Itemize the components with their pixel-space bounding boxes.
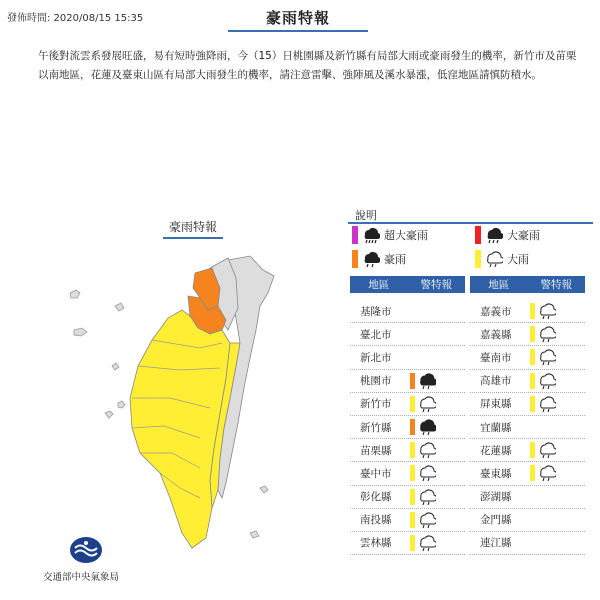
table-row [350,509,465,532]
legend-label: 大豪雨 [507,229,540,242]
rain-icon [418,464,436,482]
rain-icon [485,250,503,268]
legend-swatch [475,250,481,268]
rain-icon [418,441,436,459]
legend-label: 大雨 [507,253,529,266]
island-matsu [70,290,80,298]
region-name: 臺北市 [360,328,392,341]
island-kinmen [74,328,87,336]
extreme-torrential-rain-icon [362,226,380,244]
cwb-logo-icon [69,536,103,564]
table-row [470,416,585,439]
warning-level-bar [530,373,535,389]
rain-icon [538,464,556,482]
island-penghu-b [118,401,125,408]
table-row [350,416,465,439]
table-row [470,439,585,462]
island-penghu-c [105,411,113,418]
island-penghu-a [112,363,119,370]
region-name: 連江縣 [480,537,512,550]
region-name: 高雄市 [480,375,512,388]
legend-label: 超大豪雨 [384,229,428,242]
legend-swatch [352,250,358,268]
table-row [350,370,465,393]
warning-level-bar [410,373,415,389]
warning-level-bar [410,442,415,458]
warning-level-bar [530,326,535,342]
col-region: 地區 [368,279,390,291]
legend-swatch [475,226,481,244]
rain-icon [538,348,556,366]
legend-item-extreme [352,226,428,244]
table-row [470,486,585,509]
warning-level-bar [410,489,415,505]
region-name: 新竹市 [360,398,392,411]
rain-icon [418,534,436,552]
region-name: 金門縣 [480,514,512,527]
table-header-left [350,276,465,293]
warning-level-bar [410,535,415,551]
region-name: 彰化縣 [360,491,392,504]
region-name: 新北市 [360,351,392,364]
agency-name: 交通部中央氣象局 [43,572,120,583]
region-name: 澎湖縣 [480,491,512,504]
region-name: 臺中市 [360,467,392,480]
island-orchid [250,531,259,538]
warning-level-bar [410,396,415,412]
legend-item-rain [475,250,529,268]
table-row [470,532,585,555]
region-name: 臺東縣 [480,467,512,480]
warning-level-bar [410,512,415,528]
col-warning: 警特報 [420,279,452,291]
warning-summary: 午後對流雲系發展旺盛，易有短時強降雨，今（15）日桃園縣及新竹縣有局部大雨或豪雨發生的機率，新竹市及苗栗以南地區，花蓮及臺東山區有局部大雨發生的機率，請注意雷擊、強陣風及溪水暴漲，低窪地區請慎防積水。 [38,50,577,81]
table-row [470,393,585,416]
map-title: 豪雨特報 [163,218,223,239]
region-name: 臺南市 [480,351,512,364]
island-penghu-d [115,303,124,311]
table-row [350,393,465,416]
table-row [470,370,585,393]
rain-icon [418,488,436,506]
warning-level-bar [530,465,535,481]
region-west-yellow [130,310,230,548]
legend-divider [348,222,593,224]
table-row [470,509,585,532]
warning-level-bar [530,303,535,319]
region-name: 桃園市 [360,375,392,388]
col-region: 地區 [488,279,510,291]
region-name: 宜蘭縣 [480,421,512,434]
rain-icon [418,511,436,529]
rain-icon [538,372,556,390]
table-row [350,462,465,485]
region-name: 花蓮縣 [480,444,512,457]
region-name: 屏東縣 [480,398,512,411]
heavy-rain-icon [418,418,436,436]
warning-level-bar [410,419,415,435]
rain-icon [538,395,556,413]
warning-level-bar [530,442,535,458]
table-row [470,323,585,346]
table-header-right [470,276,585,293]
table-row [350,486,465,509]
region-list-right [470,300,585,555]
region-name: 新竹縣 [360,421,392,434]
taiwan-map [60,248,290,553]
torrential-rain-icon [485,226,503,244]
island-green [260,486,268,493]
table-row [350,346,465,369]
page-title: 豪雨特報 [265,8,330,27]
warning-level-bar [530,349,535,365]
legend-label: 豪雨 [384,253,406,266]
legend-title: 說明 [355,209,377,222]
region-name: 嘉義市 [480,305,512,318]
warning-level-bar [410,465,415,481]
legend-swatch [352,226,358,244]
issued-time: 發佈時間: 2020/08/15 15:35 [7,13,144,24]
page-title-box [228,4,368,32]
legend-item-heavy [352,250,406,268]
region-name: 嘉義縣 [480,328,512,341]
heavy-rain-icon [362,250,380,268]
legend-item-torrential [475,226,540,244]
region-name: 雲林縣 [360,537,392,550]
table-row [350,439,465,462]
table-row [470,346,585,369]
rain-icon [418,395,436,413]
rain-icon [538,325,556,343]
table-row [350,300,465,323]
rain-icon [538,441,556,459]
table-row [470,300,585,323]
col-warning: 警特報 [540,279,572,291]
table-row [470,462,585,485]
region-name: 南投縣 [360,514,392,527]
warning-level-bar [530,396,535,412]
region-name: 基隆市 [360,305,392,318]
rain-icon [538,302,556,320]
region-list-left [350,300,465,555]
table-row [350,323,465,346]
region-name: 苗栗縣 [360,444,392,457]
table-row [350,532,465,555]
heavy-rain-icon [418,372,436,390]
